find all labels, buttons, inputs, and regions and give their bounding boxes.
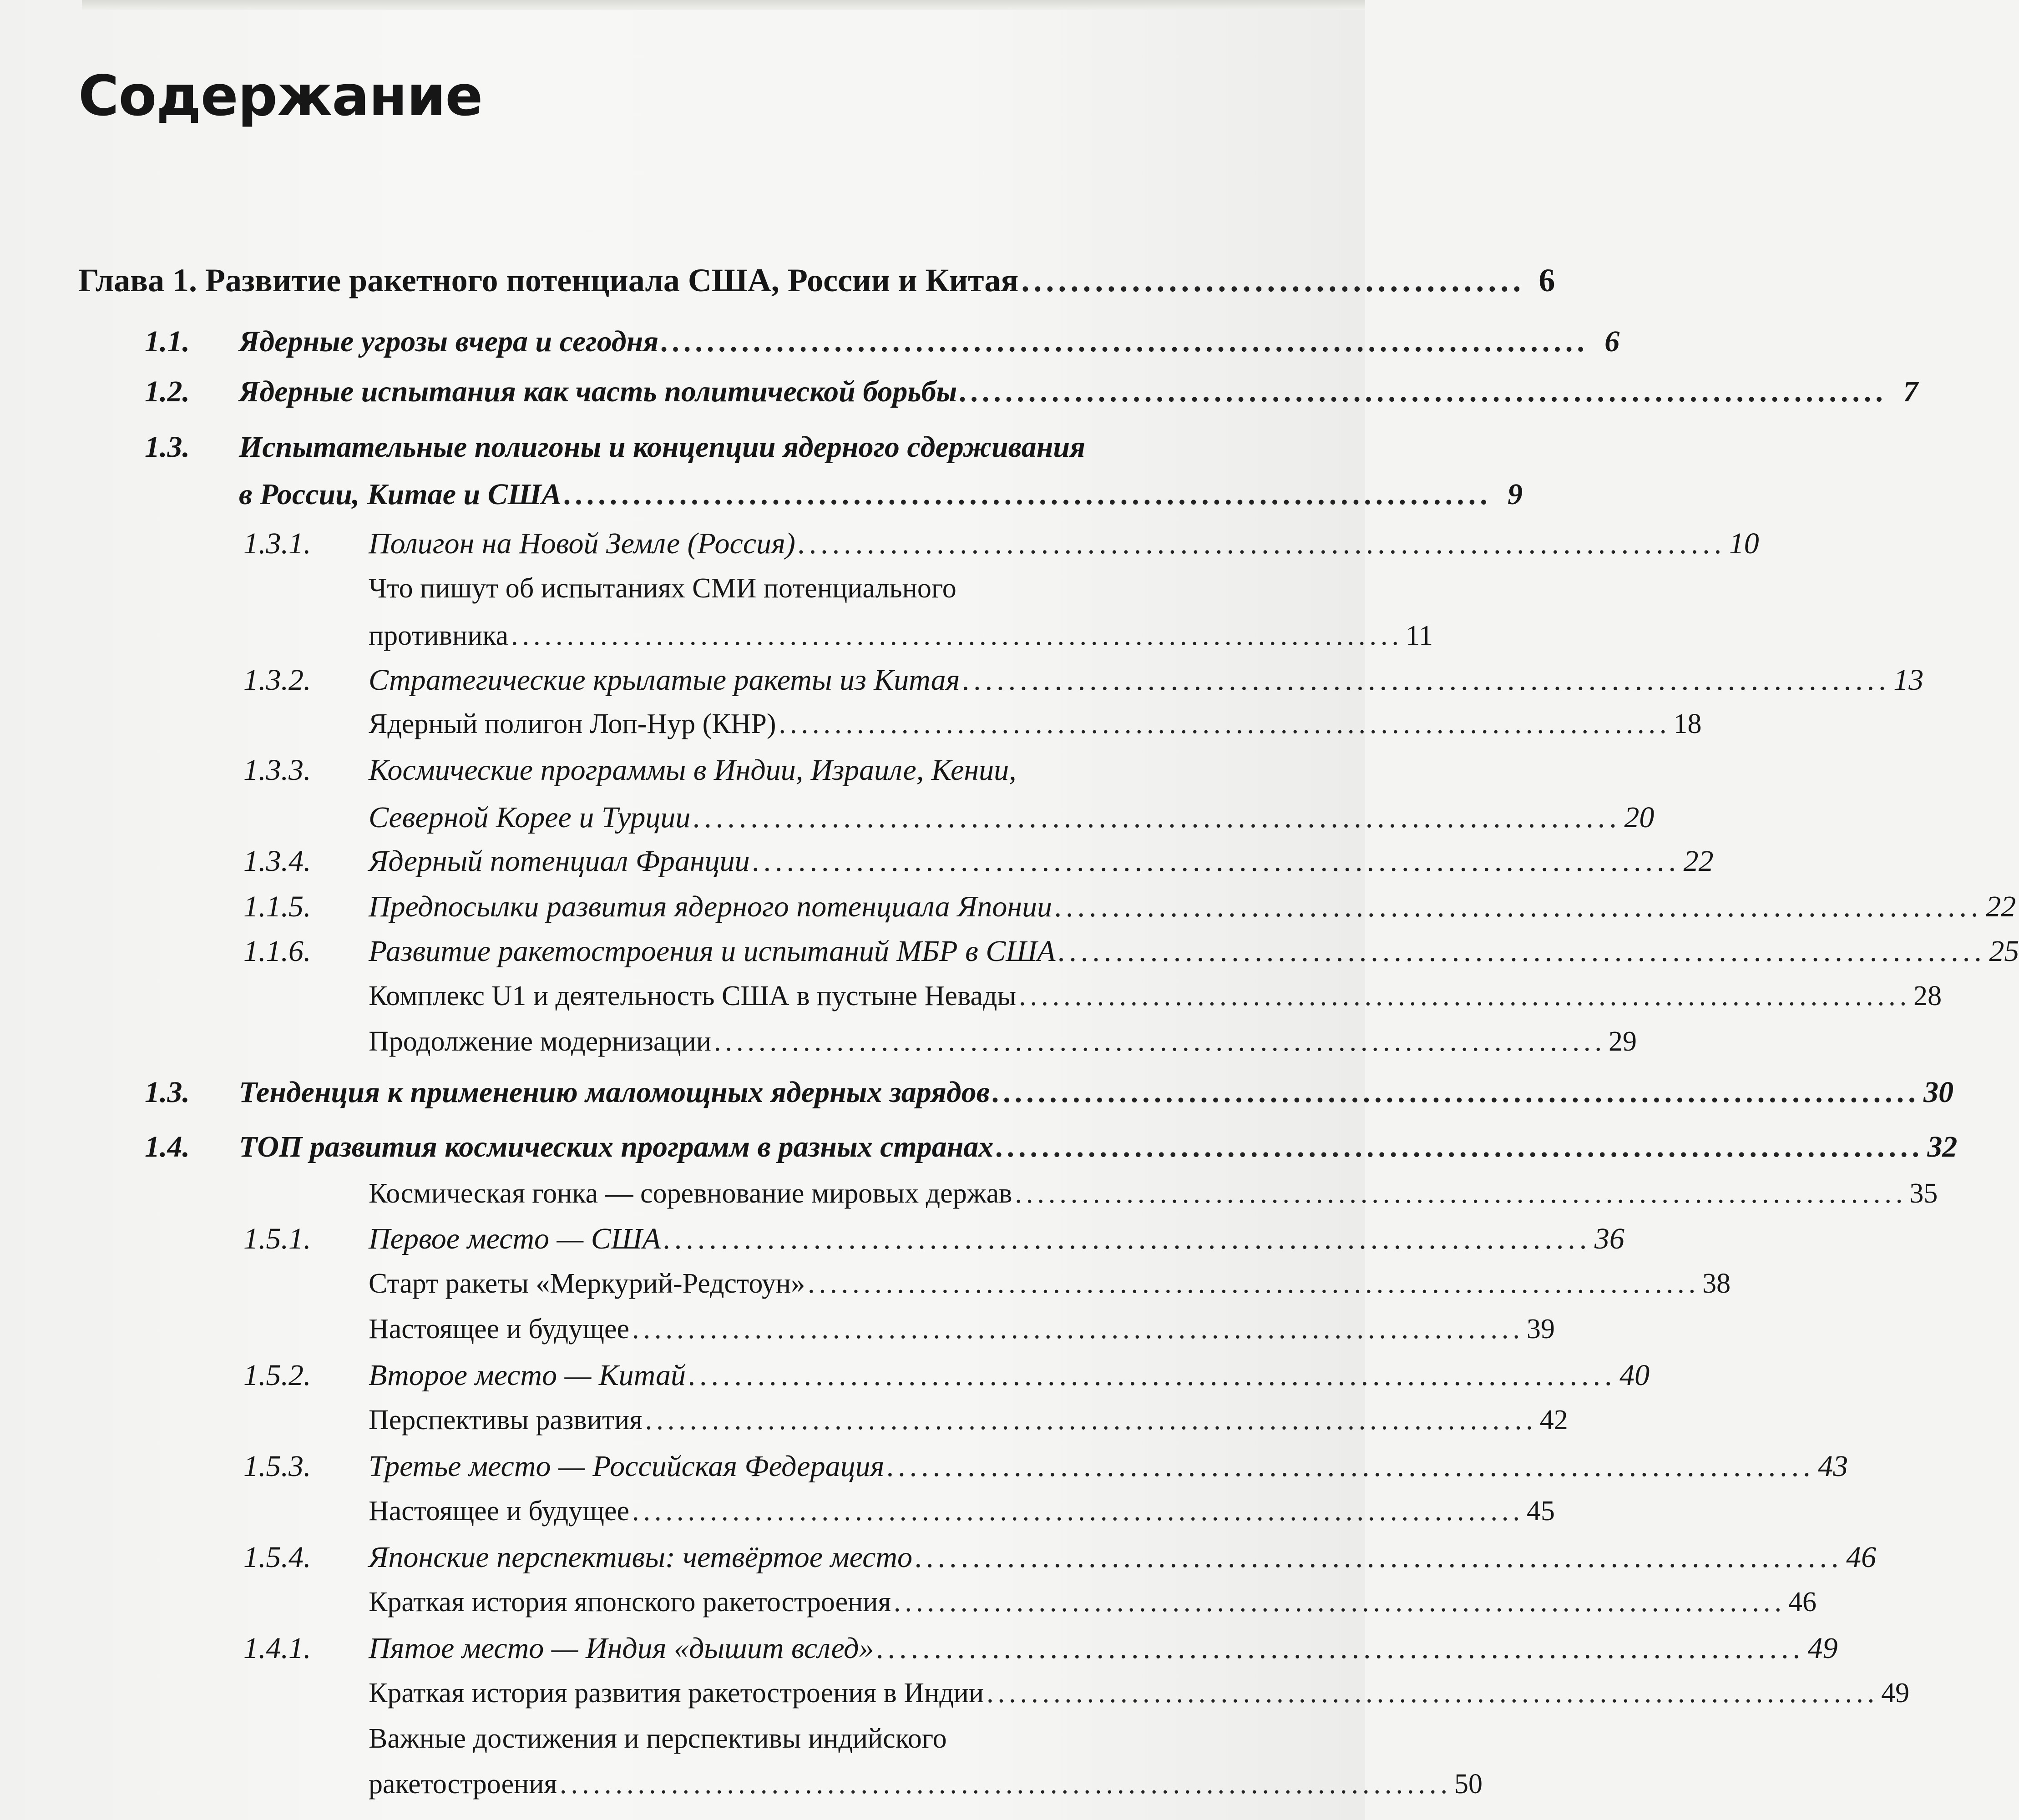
toc-page-number: 10 — [1729, 527, 1759, 560]
toc-title: Краткая история развития ракетостроения в Индии — [369, 1678, 984, 1709]
toc-line — [369, 844, 1714, 878]
toc-leader: ................................................................................ — [996, 1130, 1925, 1163]
toc-page-number: 49 — [1807, 1632, 1838, 1665]
toc-title: Ядерный потенциал Франции — [369, 844, 750, 878]
toc-page-number: 11 — [1406, 620, 1433, 651]
toc-line — [369, 1678, 1910, 1709]
toc-line — [239, 1076, 1954, 1109]
toc-title: Третье место — Российская Федерация — [369, 1450, 885, 1483]
toc-page-number: 40 — [1619, 1359, 1650, 1392]
toc-page-number: 42 — [1539, 1405, 1568, 1436]
toc-title: Стратегические крылатые ракеты из Китая — [369, 663, 960, 697]
toc-number: 1.4.1. — [243, 1632, 311, 1665]
toc-leader: ................................................................................ — [663, 1222, 1592, 1255]
toc-page-number: 39 — [1527, 1314, 1555, 1345]
toc-line — [369, 1359, 1650, 1392]
toc-line — [369, 663, 1924, 697]
toc-line — [369, 1632, 1838, 1665]
toc-page-number: 50 — [1454, 1769, 1483, 1800]
toc-line — [78, 262, 1555, 298]
toc-title: Предпосылки развития ядерного потенциала Японии — [369, 890, 1053, 923]
toc-title: Ядерные угрозы вчера и сегодня — [239, 325, 659, 358]
toc-line — [369, 1268, 1731, 1299]
toc-line — [369, 708, 1702, 739]
toc-line — [239, 325, 1620, 358]
toc-title: ТОП развития космических программ в разных странах — [239, 1130, 994, 1163]
toc-page-number: 6 — [1538, 262, 1555, 298]
toc-leader: ................................................................................ — [987, 1678, 1879, 1709]
toc-line — [369, 527, 1759, 560]
toc-line — [369, 801, 1655, 834]
toc-number: 1.1. — [145, 325, 190, 358]
toc-number: 1.1.5. — [243, 890, 311, 923]
toc-line — [369, 1026, 1637, 1057]
toc-page-number: 35 — [1909, 1178, 1938, 1209]
toc-leader: ................................................................................ — [779, 708, 1671, 739]
toc-page-number: 38 — [1702, 1268, 1731, 1299]
toc-number: 1.2. — [145, 375, 190, 408]
toc-title-line1: Испытательные полигоны и концепции ядерного сдерживания — [239, 430, 1086, 464]
toc-leader: ................................................................................ — [693, 801, 1622, 834]
toc-leader: ................................................................................ — [564, 478, 1493, 511]
toc-title: ракетостроения — [369, 1769, 557, 1800]
toc-line — [239, 375, 1918, 408]
toc-title: Тенденция к применению маломощных ядерных зарядов — [239, 1076, 990, 1109]
toc-number: 1.3.1. — [243, 527, 311, 560]
toc-title: в России, Китае и США — [239, 478, 562, 511]
toc-line — [369, 1450, 1848, 1483]
toc-line — [369, 1314, 1555, 1345]
toc-number: 1.3. — [145, 1076, 190, 1109]
toc-leader: ................................................................................ — [1019, 981, 1911, 1011]
toc-line — [369, 1769, 1483, 1800]
toc-title: Северной Корее и Турции — [369, 801, 691, 834]
toc-number: 1.5.4. — [243, 1541, 311, 1574]
page-top-edge — [82, 0, 1365, 10]
toc-page-number: 20 — [1624, 801, 1655, 834]
toc-page-number: 30 — [1923, 1076, 1954, 1109]
toc-page-number: 46 — [1788, 1587, 1817, 1618]
toc-number: 1.3.2. — [243, 663, 311, 697]
toc-number: 1.3.3. — [243, 753, 311, 787]
toc-line — [369, 935, 2019, 968]
toc-leader: ................................................................................ — [960, 375, 1888, 408]
toc-title: Старт ракеты «Меркурий-Редстоун» — [369, 1268, 805, 1299]
toc-page-number: 18 — [1673, 708, 1702, 739]
toc-number: 1.5.3. — [243, 1450, 311, 1483]
toc-page-number: 36 — [1594, 1222, 1624, 1255]
toc-line — [369, 1496, 1555, 1527]
toc-title: Краткая история японского ракетостроения — [369, 1587, 891, 1618]
toc-leader: ................................................................................ — [798, 527, 1726, 560]
toc-number: 1.5.1. — [243, 1222, 311, 1255]
toc-leader: ................................................................................ — [962, 663, 1891, 697]
toc-number: 1.1.6. — [243, 935, 311, 968]
toc-title: Ядерные испытания как часть политической борьбы — [239, 375, 957, 408]
toc-page-number: 28 — [1913, 981, 1942, 1011]
toc-page-number: 22 — [1683, 844, 1714, 878]
toc-number: 1.3. — [145, 430, 190, 464]
toc-line — [239, 478, 1523, 511]
toc-page-number: 22 — [1986, 890, 2016, 923]
toc-page-number: 32 — [1927, 1130, 1958, 1163]
toc-leader: ................................................................................ — [1015, 1178, 1907, 1209]
toc-leader: ................................................................................ — [1058, 935, 1987, 968]
toc-leader: ................................................................................ — [808, 1268, 1700, 1299]
toc-title: Японские перспективы: четвёртое место — [369, 1541, 913, 1574]
toc-title: противника — [369, 620, 508, 651]
toc-page-number: 7 — [1903, 375, 1918, 408]
toc-number: 1.3.4. — [243, 844, 311, 878]
toc-leader: ................................................................................ — [714, 1026, 1606, 1057]
toc-title-line1: Космические программы в Индии, Израиле, Кении, — [369, 753, 1017, 787]
toc-title: Первое место — США — [369, 1222, 661, 1255]
toc-page-number: 29 — [1609, 1026, 1637, 1057]
toc-title: Глава 1. Развитие ракетного потенциала США, России и Китая — [78, 262, 1019, 298]
toc-title: Развитие ракетостроения и испытаний МБР в США — [369, 935, 1056, 968]
toc-title-line1: Что пишут об испытаниях СМИ потенциального — [369, 573, 956, 604]
toc-title: Космическая гонка — соревнование мировых держав — [369, 1178, 1012, 1209]
toc-line — [369, 1222, 1624, 1255]
toc-line — [369, 1178, 1938, 1209]
toc-title: Продолжение модернизации — [369, 1026, 711, 1057]
toc-title: Комплекс U1 и деятельность США в пустыне Невады — [369, 981, 1017, 1011]
toc-title: Второе место — Китай — [369, 1359, 686, 1392]
toc-leader: ................................................................................ — [559, 1769, 1452, 1800]
toc-title: Настоящее и будущее — [369, 1314, 629, 1345]
toc-number: 1.5.2. — [243, 1359, 311, 1392]
toc-title: Настоящее и будущее — [369, 1496, 629, 1527]
toc-leader: ................................................................................ — [876, 1632, 1805, 1665]
toc-leader: ................................................................................ — [887, 1450, 1816, 1483]
toc-page-number: 25 — [1989, 935, 2019, 968]
toc-line — [369, 1405, 1568, 1436]
toc-leader: ................................................................................ — [645, 1405, 1537, 1436]
toc-leader: ......................................... — [1021, 262, 1525, 298]
toc-line — [369, 890, 2016, 923]
toc-leader: ................................................................................ — [632, 1496, 1524, 1527]
toc-title: Полигон на Новой Земле (Россия) — [369, 527, 795, 560]
toc-leader: ................................................................................ — [893, 1587, 1786, 1618]
toc-leader: ................................................................................ — [688, 1359, 1617, 1392]
toc-leader: ................................................................................ — [992, 1076, 1921, 1109]
toc-line — [369, 981, 1942, 1011]
toc-page-number: 46 — [1846, 1541, 1877, 1574]
toc-line — [369, 1587, 1817, 1618]
toc-leader: ................................................................................ — [915, 1541, 1844, 1574]
toc-line — [369, 620, 1433, 651]
toc-title: Перспективы развития — [369, 1405, 643, 1436]
toc-title: Пятое место — Индия «дышит вслед» — [369, 1632, 874, 1665]
toc-leader: ................................................................................ — [752, 844, 1681, 878]
toc-leader: ................................................................................ — [1055, 890, 1984, 923]
page-title: Содержание — [78, 64, 483, 128]
toc-line — [239, 1130, 1958, 1163]
toc-page-number: 43 — [1818, 1450, 1848, 1483]
toc-line — [369, 1541, 1877, 1574]
toc-title-line1: Важные достижения и перспективы индийского — [369, 1723, 947, 1754]
toc-leader: ................................................................................ — [661, 325, 1590, 358]
toc-number: 1.4. — [145, 1130, 190, 1163]
toc-page-number: 49 — [1881, 1678, 1910, 1709]
toc-page-number: 45 — [1527, 1496, 1555, 1527]
toc-page-number: 9 — [1508, 478, 1523, 511]
toc-page-number: 13 — [1893, 663, 1924, 697]
toc-title: Ядерный полигон Лоп-Нур (КНР) — [369, 708, 776, 739]
toc-leader: ................................................................................ — [632, 1314, 1524, 1345]
toc-leader: ................................................................................ — [511, 620, 1403, 651]
toc-page-number: 6 — [1604, 325, 1620, 358]
